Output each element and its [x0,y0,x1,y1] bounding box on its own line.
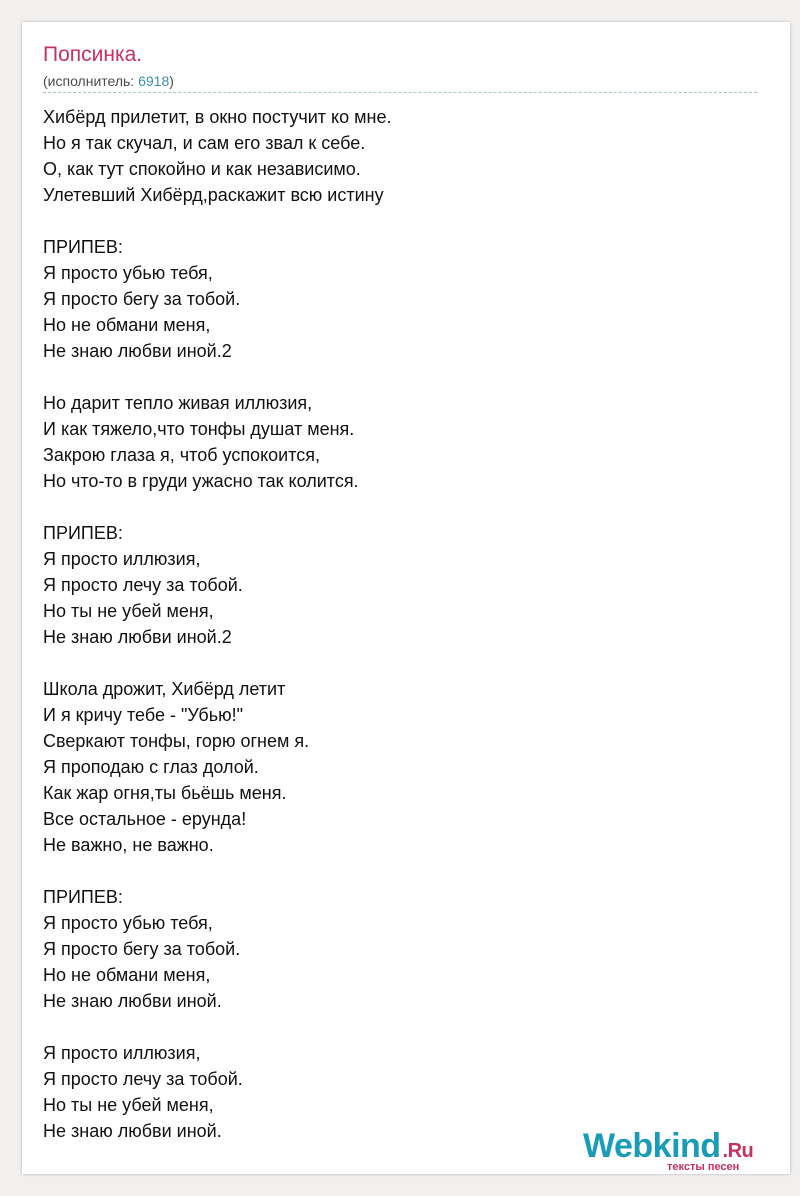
artist-link[interactable]: 6918 [138,73,170,89]
artist-prefix: (исполнитель: [43,73,139,89]
logo-suffix: .Ru [722,1140,754,1162]
logo-subtitle: тексты песен [667,1161,740,1173]
artist-line [43,72,174,90]
song-title: Попсинка. [43,43,143,66]
title-divider [43,92,757,93]
song-lyrics: Хибёрд прилетит, в окно постучит ко мне. Но я так скучал, и сам его звал к себе. О, как тут спокойно и как независимо. Улетевший Хибёрд,раскажит всю истину ПРИПЕВ: Я просто убью тебя, Я просто бегу за тобой. Но не обмани меня, Не знаю любви иной.2 Но дарит тепло живая иллюзия, И как тяжело,что тонфы душат меня. Закрою глаза я, чтоб успокоится, Но что-то в груди ужасно так колится. ПРИПЕВ: Я просто иллюзия, Я просто лечу за тобой. Но ты не убей меня, Не знаю любви иной.2 Школа дрожит, Хибёрд летит И я кричу тебе - "Убью!" Сверкают тонфы, горю огнем я. Я проподаю с глаз долой. Как жар огня,ты бьёшь меня. Все остальное - ерунда! Не важно, не важно. ПРИПЕВ: Я просто убью тебя, Я просто бегу за тобой. Но не обмани меня, Не знаю любви иной. Я просто иллюзия, Я просто лечу за тобой. Но ты не убей меня, Не знаю любви иной. [43,107,392,1141]
webkind-logo[interactable] [583,1126,783,1174]
logo-main-text: Webkind [583,1127,721,1165]
artist-suffix: ) [169,73,174,89]
lyrics-sheet [22,22,790,1174]
